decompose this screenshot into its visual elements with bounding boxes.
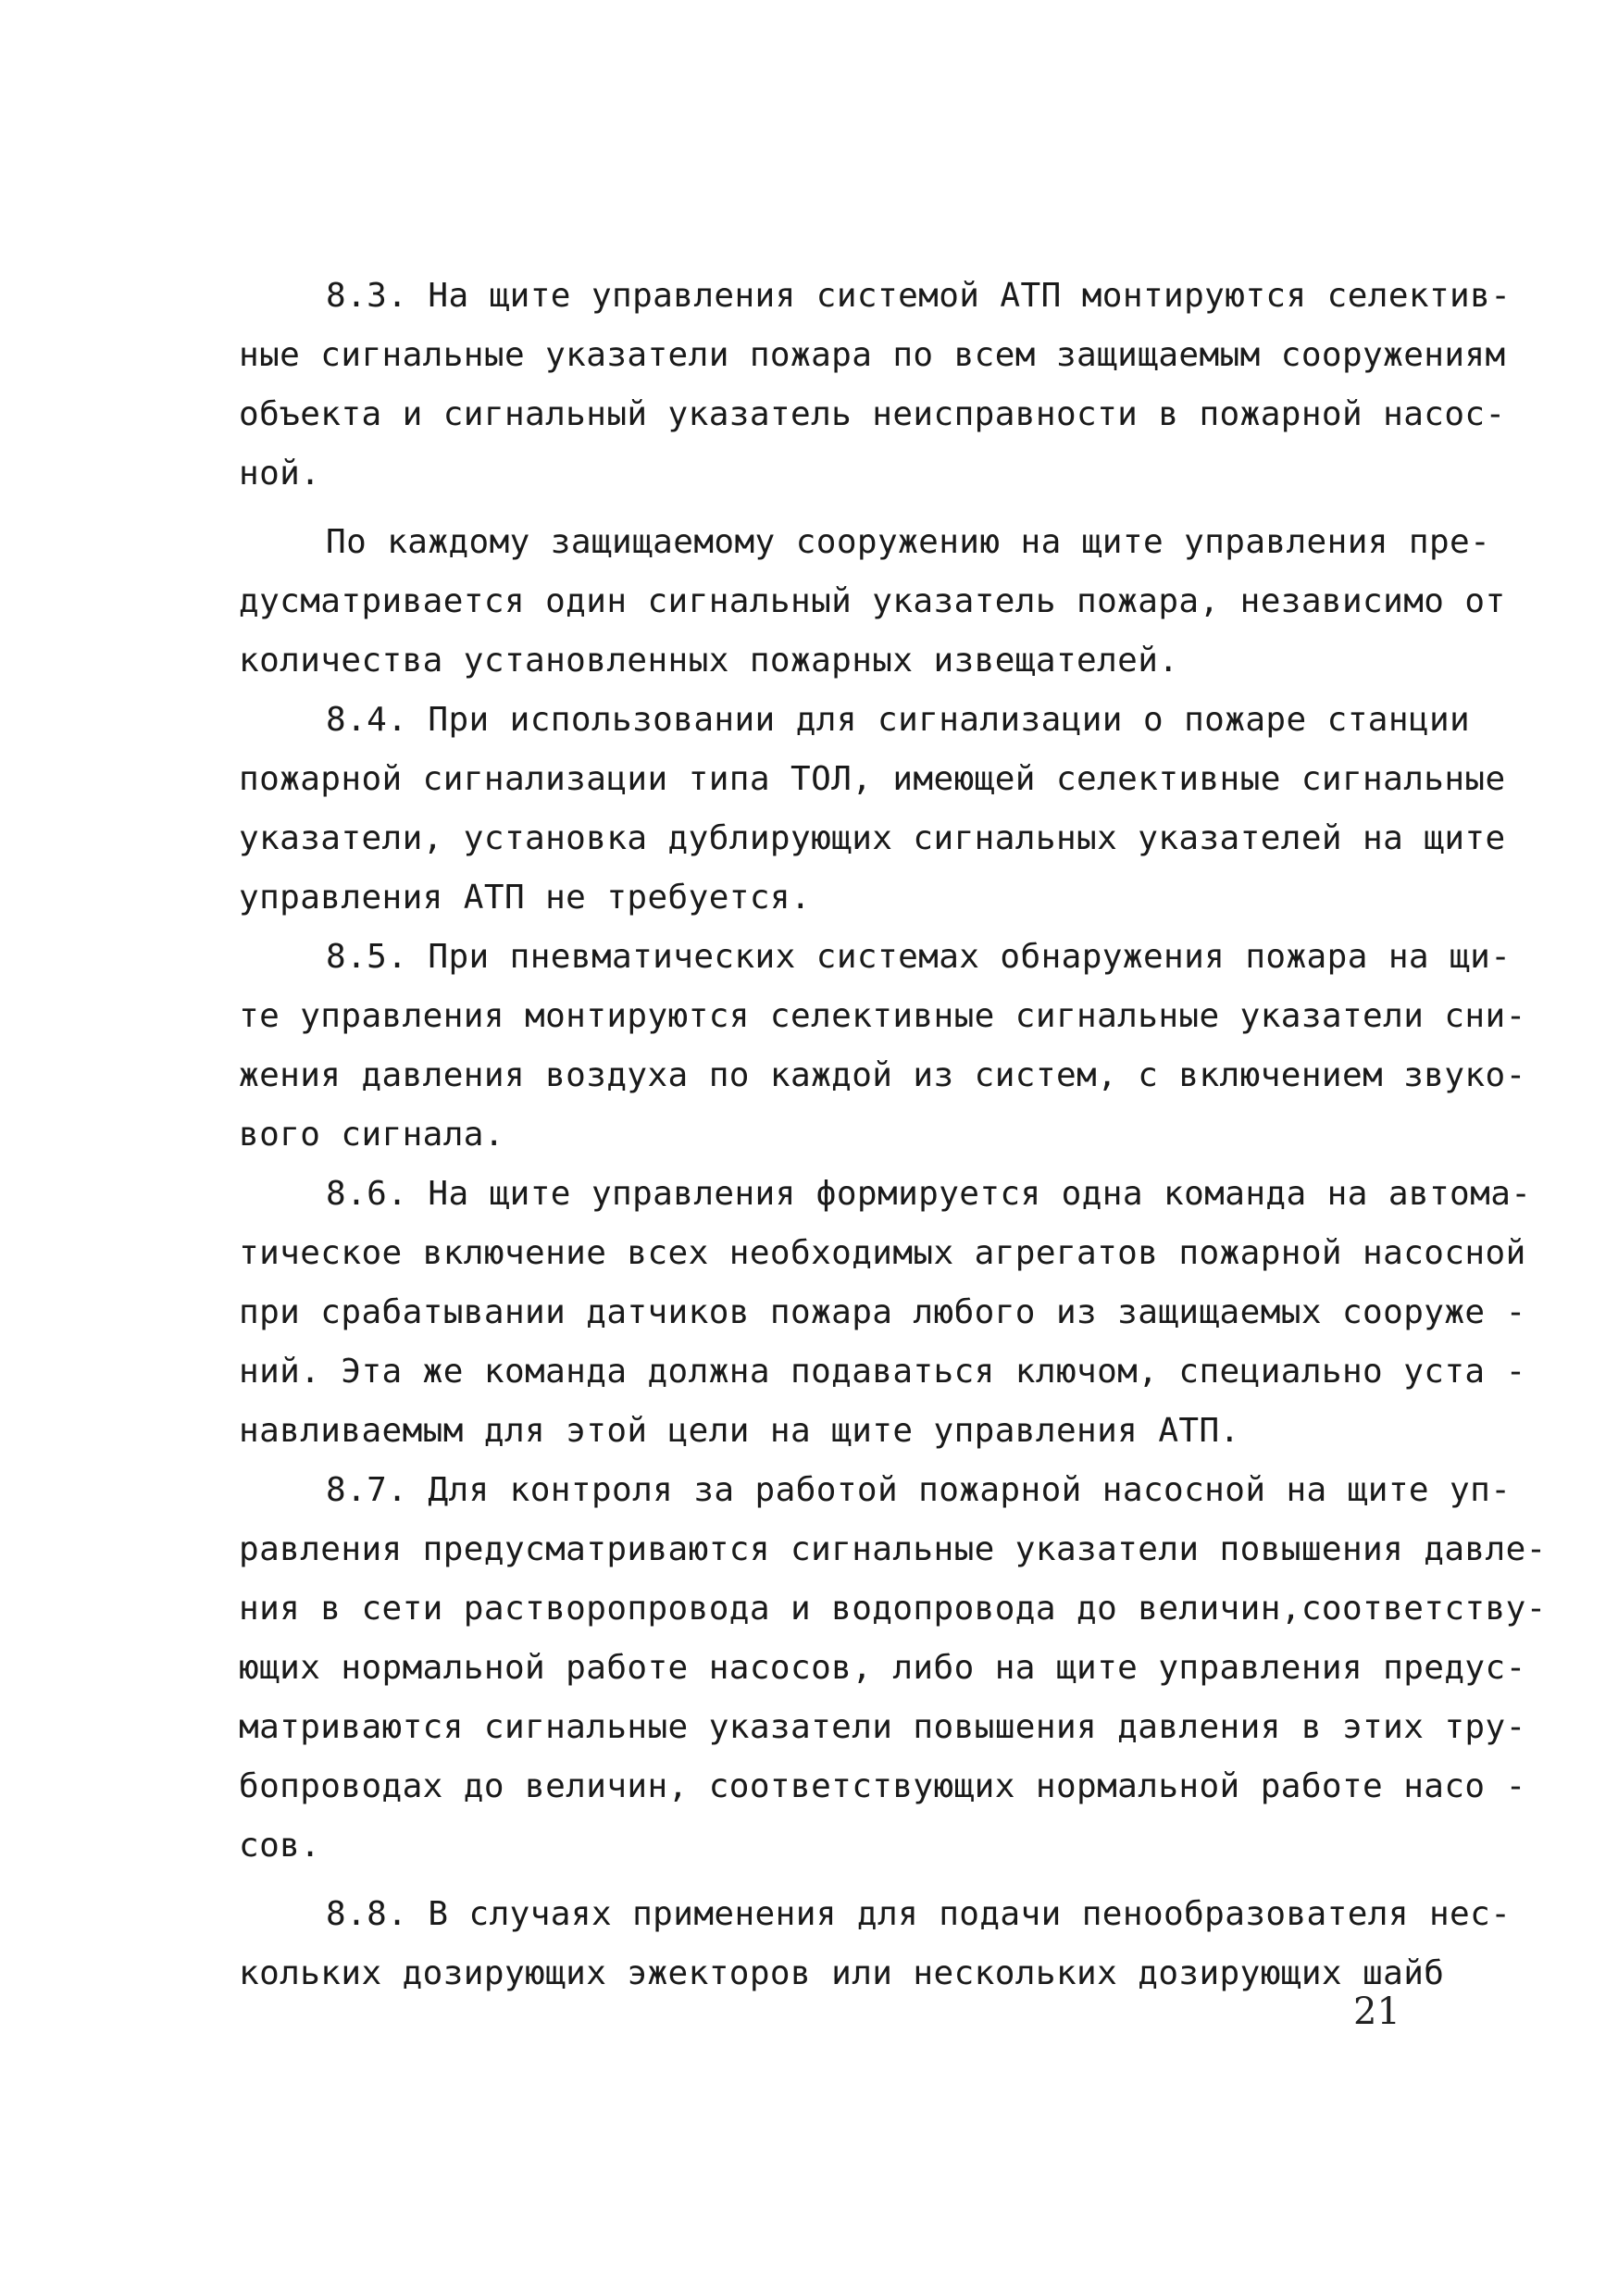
text-line: вого сигнала. xyxy=(239,1116,504,1154)
text-line: ной. xyxy=(239,455,321,493)
text-line: управления АТП не требуется. xyxy=(239,879,812,917)
page-number: 21 xyxy=(1353,1990,1400,2033)
text-line: 8.6. На щите управления формируется одна команда на автома- xyxy=(326,1175,1532,1213)
text-line: навливаемым для этой цели на щите управления АТП. xyxy=(239,1412,1240,1450)
text-line: кольких дозирующих эжекторов или нескольких дозирующих шайб xyxy=(239,1954,1445,1992)
text-line: пожарной сигнализации типа ТОЛ, имеющей селективные сигнальные xyxy=(239,760,1506,798)
text-line: 8.7. Для контроля за работой пожарной насосной на щите уп- xyxy=(326,1471,1512,1509)
text-line: количества установленных пожарных извещателей. xyxy=(239,642,1179,680)
text-line: жения давления воздуха по каждой из систем, с включением звуко- xyxy=(239,1056,1526,1094)
text-line: тическое включение всех необходимых агрегатов пожарной насосной xyxy=(239,1234,1526,1272)
text-line: ния в сети растворопровода и водопровода до величин,соответству- xyxy=(239,1590,1547,1628)
text-line: 8.5. При пневматических системах обнаружения пожара на щи- xyxy=(326,938,1512,976)
text-line: те управления монтируются селективные сигнальные указатели сни- xyxy=(239,997,1526,1035)
text-line: По каждому защищаемому сооружению на щите управления пре- xyxy=(326,523,1491,561)
text-line: 8.8. В случаях применения для подачи пенообразователя нес- xyxy=(326,1895,1512,1933)
text-line: матриваются сигнальные указатели повышения давления в этих тру- xyxy=(239,1708,1526,1746)
text-line: сов. xyxy=(239,1827,321,1865)
text-line: ющих нормальной работе насосов, либо на щите управления предус- xyxy=(239,1649,1526,1687)
text-line: указатели, установка дублирующих сигнальных указателей на щите xyxy=(239,819,1506,857)
text-line: 8.4. При использовании для сигнализации о пожаре станции xyxy=(326,701,1471,739)
text-line: ний. Эта же команда должна подаваться ключом, специально уста - xyxy=(239,1353,1526,1391)
text-line: равления предусматриваются сигнальные указатели повышения давле- xyxy=(239,1530,1547,1568)
text-line: объекта и сигнальный указатель неисправности в пожарной насос- xyxy=(239,395,1506,433)
text-line: при срабатывании датчиков пожара любого из защищаемых сооруже - xyxy=(239,1293,1526,1331)
text-line: 8.3. На щите управления системой АТП монтируются селектив- xyxy=(326,277,1512,315)
text-line: бопроводах до величин, соответствующих нормальной работе насо - xyxy=(239,1767,1526,1805)
text-line: ные сигнальные указатели пожара по всем защищаемым сооружениям xyxy=(239,336,1506,374)
text-line: дусматривается один сигнальный указатель пожара, независимо от xyxy=(239,582,1506,620)
